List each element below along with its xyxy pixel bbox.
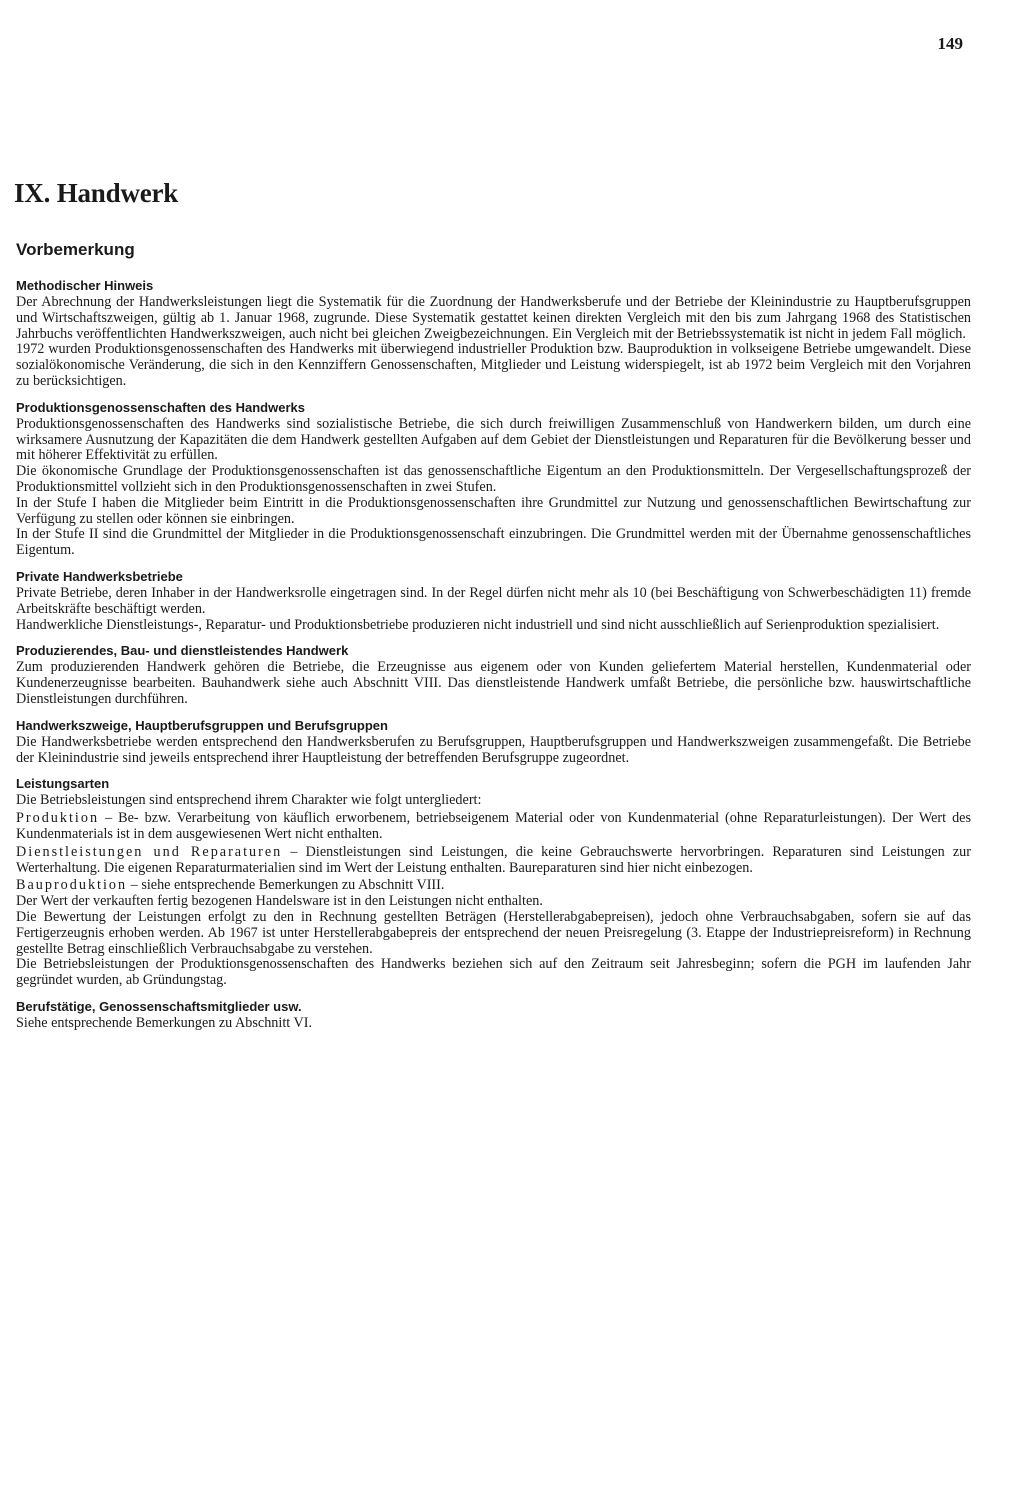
- section-handwerkszweige: [16, 718, 971, 767]
- definition-item: [16, 845, 971, 877]
- paragraph: Private Betriebe, deren Inhaber in der Handwerksrolle eingetragen sind. In der Regel dürfen nicht mehr als 10 (bei Beschäftigung von Schwerbeschädigten 11) fremde Arbeitskräfte beschäftigt werden.: [16, 584, 971, 617]
- section-subheading: Vorbemerkung: [16, 240, 135, 259]
- paragraph: Zum produzierenden Handwerk gehören die Betriebe, die Erzeugnisse aus eigenem oder von Kunden geliefertem Material herstellen, Kundenmaterial oder Kundenerzeugnisse bearbeiten. Bauhandwerk siehe auch Abschnitt VIII. Das dienstleistende Handwerk umfaßt Betriebe, die persönliche bzw. hauswirtschaftliche Dienstleistungen durchführen.: [16, 659, 971, 707]
- paragraph: Die Handwerksbetriebe werden entsprechend den Handwerksberufen zu Berufsgruppen, Hauptberufsgruppen und Handwerkszweigen zusammengefaßt. Die Betriebe der Kleinindustrie sind jeweils entsprechend ihrer Hauptleistung der betreffenden Berufsgruppe zugeordnet.: [16, 733, 971, 766]
- paragraph: Die ökonomische Grundlage der Produktionsgenossenschaften ist das genossenschaftliche Eigentum an den Produktionsmitteln. Der Vergesellschaftungsprozeß der Produktionsmittel vollzieht sich in den Produktionsgenossenschaften in zwei Stufen.: [16, 463, 971, 495]
- paragraph: Produktionsgenossenschaften des Handwerks sind sozialistische Betriebe, die sich durch freiwilligen Zusammenschluß von Handwerkern bilden, um durch eine wirksamere Ausnutzung der Kapazitäten die dem Handwerk gestellten Aufgaben auf dem Gebiet der Dienstleistungen und Reparaturen für die Bevölkerung besser und mit höherer Effektivität zu erfüllen.: [16, 415, 971, 464]
- paragraph: Die Bewertung der Leistungen erfolgt zu den in Rechnung gestellten Beträgen (Herstellerabgabepreisen), jedoch ohne Verbrauchsabgaben, sofern sie auf das Fertigerzeugnis erhoben werden. Ab 1967 ist unter Herstellerabgabepreis der entsprechend der neuen Preisregelung (3. Etappe der Industriepreisreform) in Rechnung gestellte Betrag einschließlich Verbrauchsabgabe zu verstehen.: [16, 908, 971, 957]
- definition-term: Dienstleistungen und Reparaturen: [16, 843, 283, 860]
- definition-item: [16, 811, 971, 843]
- section-heading: Private Handwerksbetriebe: [16, 568, 183, 584]
- section-berufstaetige: [16, 999, 971, 1032]
- definition-text: – siehe entsprechende Bemerkungen zu Abschnitt VIII.: [127, 877, 445, 894]
- paragraph: 1972 wurden Produktionsgenossenschaften des Handwerks mit überwiegend industrieller Produktion bzw. Bauproduktion in volkseigene Betriebe umgewandelt. Diese sozialökonomische Veränderung, die sich in den Kennziffern Genossenschaften, Mitglieder und Leistung widerspiegelt, ist ab 1972 beim Vergleich mit den Vorjahren zu berücksichtigen.: [16, 341, 971, 389]
- section-heading: Berufstätige, Genossenschaftsmitglieder usw.: [16, 998, 302, 1014]
- page-number: 149: [937, 34, 963, 53]
- paragraph: Handwerkliche Dienstleistungs-, Reparatur- und Produktionsbetriebe produzieren nicht industriell und sind nicht ausschließlich auf Serienproduktion spezialisiert.: [16, 616, 940, 633]
- section-heading: Handwerkszweige, Hauptberufsgruppen und Berufsgruppen: [16, 717, 388, 733]
- section-private-handwerksbetriebe: [16, 569, 971, 633]
- paragraph: Der Abrechnung der Handwerksleistungen liegt die Systematik für die Zuordnung der Handwerksberufe und der Betriebe der Kleinindustrie zu Hauptberufsgruppen und Wirtschaftszweigen, gültig ab 1. Januar 1968, zugrunde. Diese Systematik gestattet keinen direkten Vergleich mit den bis zum Jahrgang 1968 des Statistischen Jahrbuchs veröffentlichten Handwerkszweigen, auch nicht bei gleichen Zweigbezeichnungen. Ein Vergleich mit der Betriebssystematik ist nicht in jedem Fall möglich.: [16, 294, 971, 342]
- definition-text: – Be- bzw. Verarbeitung von käuflich erworbenem, betriebseigenem Material oder von Kundenmaterial (ohne Reparaturleistungen). Der Wert des Kundenmaterials ist in dem ausgewiesenen Wert nicht enthalten.: [16, 810, 971, 842]
- paragraph: Siehe entsprechende Bemerkungen zu Abschnitt VI.: [16, 1014, 313, 1031]
- paragraph: In der Stufe II sind die Grundmittel der Mitglieder in die Produktionsgenossenschaft einzubringen. Die Grundmittel werden mit der Übernahme genossenschaftliches Eigentum.: [16, 526, 971, 559]
- section-heading: Produzierendes, Bau- und dienstleistendes Handwerk: [16, 643, 349, 659]
- section-heading: Methodischer Hinweis: [16, 278, 154, 293]
- section-produzierendes-handwerk: [16, 643, 971, 707]
- paragraph: Die Betriebsleistungen der Produktionsgenossenschaften des Handwerks beziehen sich auf den Zeitraum seit Jahresbeginn; sofern die PGH im laufenden Jahr gegründet wurden, ab Gründungstag.: [16, 956, 971, 989]
- section-heading: Leistungsarten: [16, 776, 110, 792]
- section-heading: Produktionsgenossenschaften des Handwerks: [16, 399, 305, 415]
- definition-term: Bauproduktion: [16, 877, 128, 894]
- paragraph: In der Stufe I haben die Mitglieder beim Eintritt in die Produktionsgenossenschaften ihre Grundmittel zur Nutzung und genossenschaftlichen Bewirtschaftung zur Verfügung zu stellen oder können sie einbringen.: [16, 494, 971, 527]
- document-body: [16, 278, 971, 1042]
- section-produktionsgenossenschaften: [16, 400, 971, 559]
- section-leistungsarten: [16, 776, 971, 989]
- definition-text: – Dienstleistungen sind Leistungen, die keine Gebrauchswerte hervorbringen. Reparaturen sind Leistungen zur Werterhaltung. Die eigenen Reparaturmaterialien sind im Wert der Leistung enthalten. Baureparaturen sind hier nicht einbezogen.: [16, 843, 971, 876]
- definition-item: [16, 878, 971, 894]
- paragraph: Die Betriebsleistungen sind entsprechend ihrem Charakter wie folgt untergliedert:: [16, 792, 482, 809]
- paragraph: Der Wert der verkauften fertig bezogenen Handelsware ist in den Leistungen nicht enthalten.: [16, 893, 543, 910]
- section-methodischer-hinweis: [16, 278, 971, 390]
- definition-term: Produktion: [16, 810, 100, 827]
- chapter-title: IX. Handwerk: [14, 178, 179, 208]
